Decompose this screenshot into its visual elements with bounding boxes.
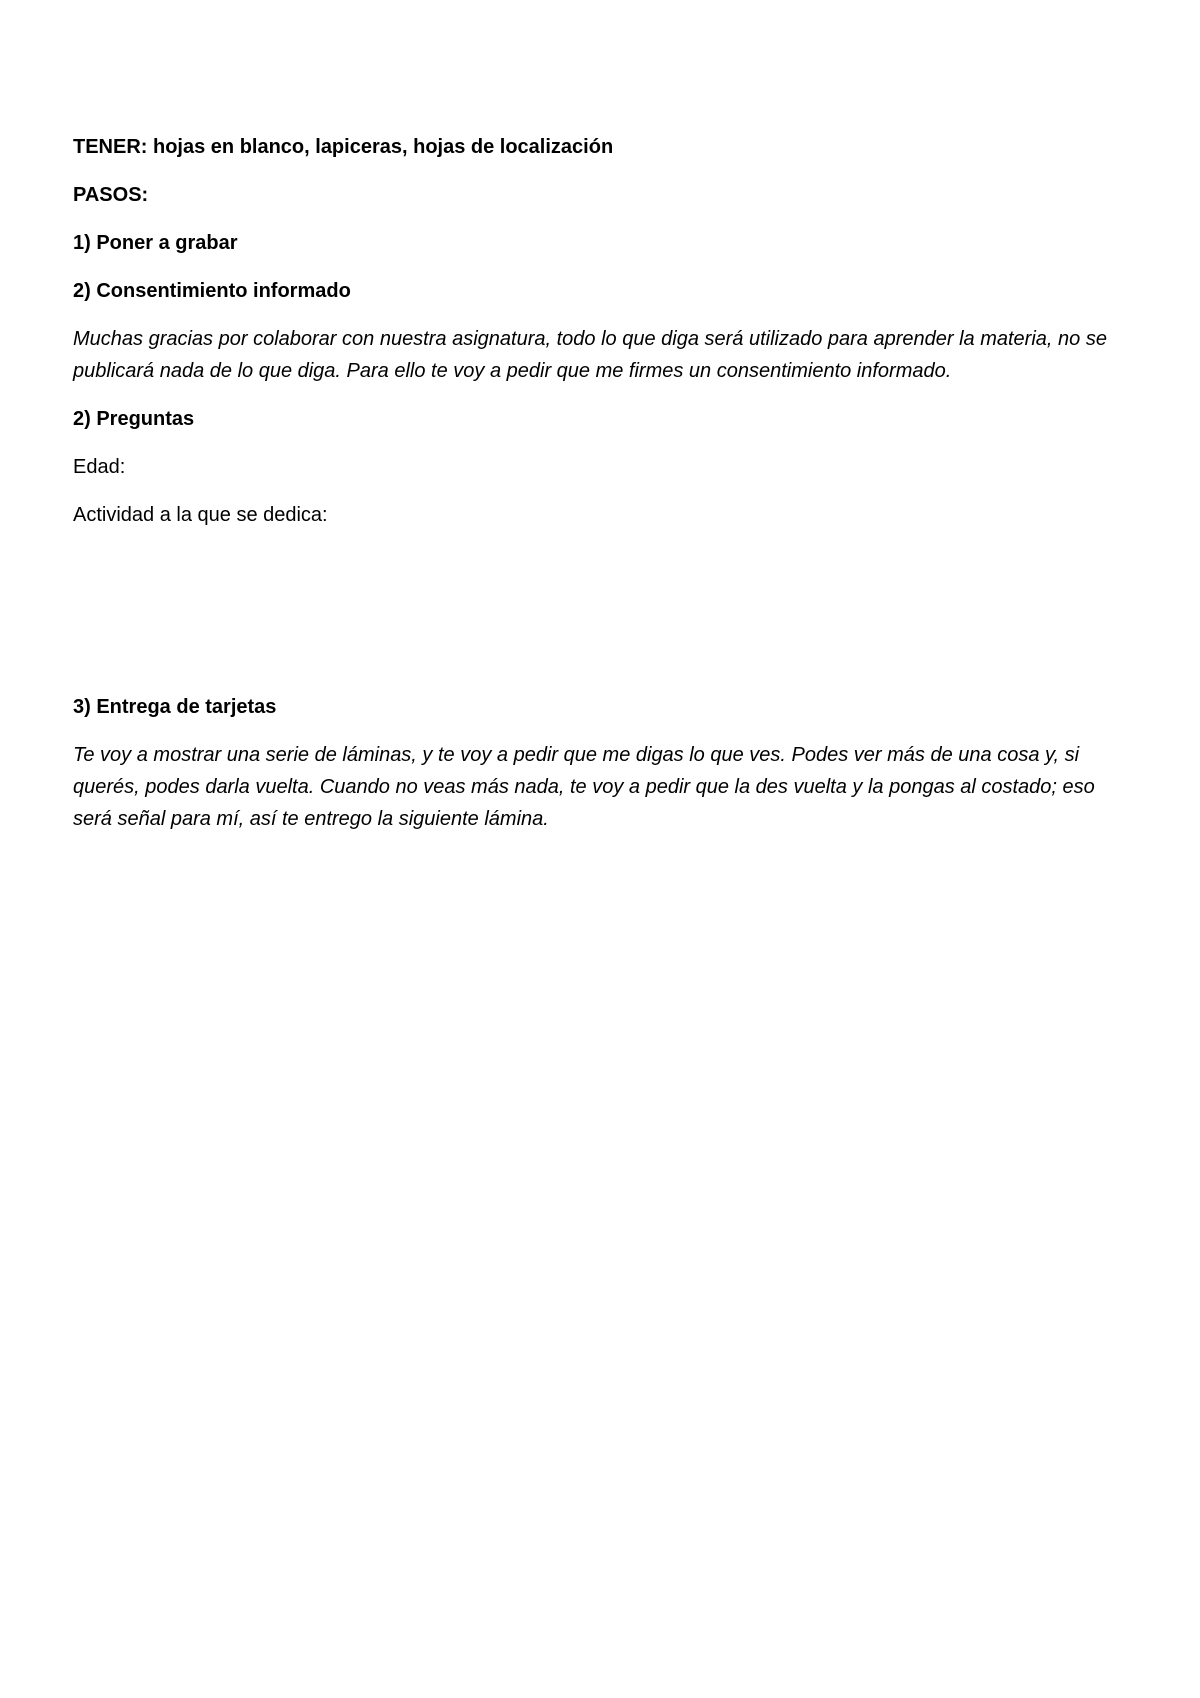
- activity-question: Actividad a la que se dedica:: [73, 504, 328, 526]
- materials-line: TENER: hojas en blanco, lapiceras, hojas de localización: [73, 136, 614, 158]
- consent-paragraph: Muchas gracias por colaborar con nuestra asignatura, todo lo que diga será utilizado para aprender la materia, no se publicará nada de lo que diga. Para ello te voy a pedir que me firmes un consentimiento informado.: [73, 328, 1107, 382]
- cards-paragraph: Te voy a mostrar una serie de láminas, y te voy a pedir que me digas lo que ves. Podes ver más de una cosa y, si querés, podes darla vuelta. Cuando no veas más nada, te voy a pedir que la des vuelta y la pongas al costado; eso será señal para mí, así te entrego la siguiente lámina.: [73, 744, 1095, 830]
- document-body: [73, 131, 1135, 835]
- step-1-heading: 1) Poner a grabar: [73, 232, 238, 254]
- step-2-heading: 2) Consentimiento informado: [73, 280, 351, 302]
- step-3-heading: 3) Entrega de tarjetas: [73, 696, 277, 718]
- age-question: Edad:: [73, 456, 126, 478]
- steps-heading: PASOS:: [73, 184, 149, 206]
- questions-heading: 2) Preguntas: [73, 408, 195, 430]
